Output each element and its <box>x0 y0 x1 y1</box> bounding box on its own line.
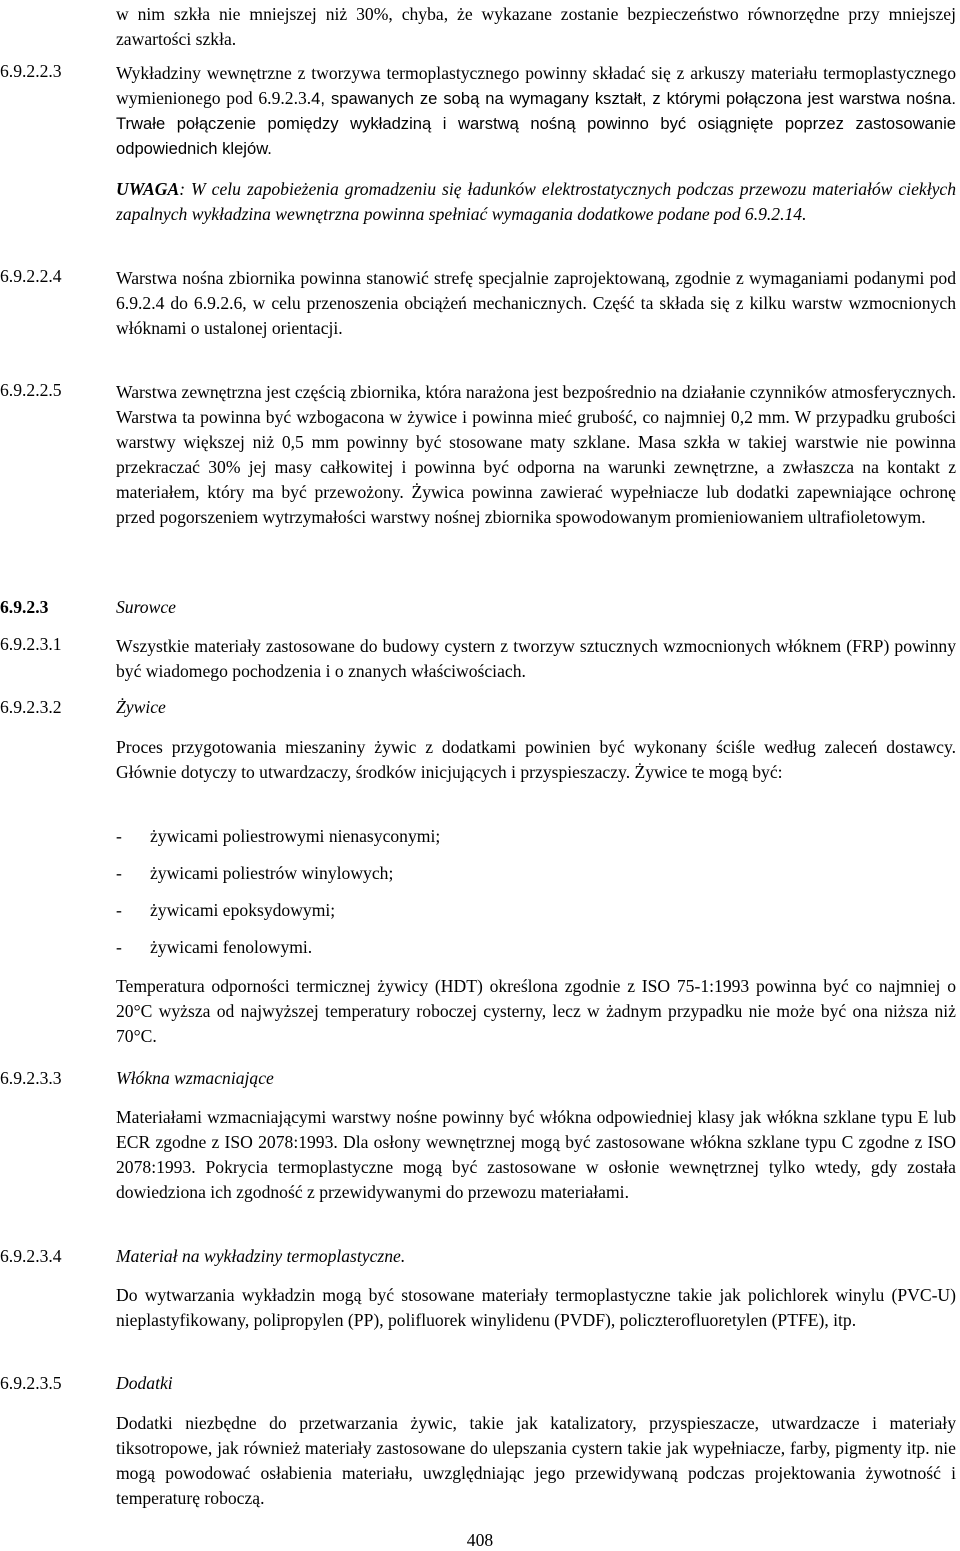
section-heading: Materiał na wykładziny termoplastyczne. <box>116 1246 406 1266</box>
list-item <box>116 937 312 958</box>
list-dash: - <box>116 937 122 957</box>
section-number: 6.9.2.2.3 <box>0 61 62 81</box>
section-number: 6.9.2.3.5 <box>0 1373 62 1393</box>
intro-text: w nim szkła nie mniejszej niż 30%, chyba, że wykazane zostanie bezpieczeństwo równorzędne przy mniejszej zawartości szkła. <box>116 4 956 49</box>
section-heading: Surowce <box>116 597 176 617</box>
section-6-9-2-3-2 <box>0 697 960 718</box>
list-item-text: żywicami fenolowymi. <box>150 937 313 957</box>
page-number: 408 <box>466 1530 494 1550</box>
section-6-9-2-3-5 <box>0 1373 960 1394</box>
section-6-9-2-2-5 <box>0 380 960 530</box>
section-text-serif: Wykładziny wewnętrzne z tworzywa termoplastycznego powinny składać się z arkuszy materiału termoplastycznego wymienionego pod 6.9.2.3. <box>116 63 956 108</box>
section-heading: Dodatki <box>116 1373 173 1393</box>
uwaga-note <box>0 177 960 227</box>
section-6-9-2-3 <box>0 597 960 618</box>
zywice-paragraph <box>0 735 960 785</box>
section-number: 6.9.2.3.1 <box>0 634 62 654</box>
uwaga-body: : W celu zapobieżenia gromadzeniu się ładunków elektrostatycznych podczas przewozu materiałów ciekłych zapalnych wykładzina wewnętrzna powinna spełniać wymagania dodatkowe podane pod 6.9.2.14. <box>116 179 956 224</box>
section-text: Warstwa nośna zbiornika powinna stanowić strefę specjalnie zaprojektowaną, zgodnie z wymaganiami podanymi pod 6.9.2.4 do 6.9.2.6, w celu przenoszenia obciążeń mechanicznych. Część ta składa się z kilku warstw wzmocnionych włóknami o ustalonej orientacji. <box>116 268 956 338</box>
list-item-text: żywicami epoksydowymi; <box>150 900 336 920</box>
section-text: Do wytwarzania wykładzin mogą być stosowane materiały termoplastyczne takie jak polichlorek winylu (PVC-U) nieplastyfikowany, polipropylen (PP), polifluorek winylidenu (PVDF), policzterofluoretylen (PTFE), itp. <box>116 1285 956 1330</box>
section-6-9-2-2-3 <box>0 61 960 161</box>
intro-paragraph <box>0 2 960 52</box>
list-item <box>116 900 335 921</box>
list-dash: - <box>116 900 122 920</box>
section-heading: Żywice <box>116 697 166 717</box>
section-number: 6.9.2.3.2 <box>0 697 62 717</box>
list-dash: - <box>116 863 122 883</box>
list-item <box>116 826 440 847</box>
list-item-text: żywicami poliestrowymi nienasyconymi; <box>150 826 441 846</box>
section-6-9-2-3-3 <box>0 1068 960 1089</box>
uwaga-text <box>116 177 956 227</box>
section-6-9-2-2-4 <box>0 266 960 341</box>
section-text: Proces przygotowania mieszaniny żywic z dodatkami powinien być wykonany ściśle według zaleceń dostawcy. Głównie dotyczy to utwardzaczy, środków inicjujących i przyspieszaczy. Żywice te mogą być: <box>116 737 956 782</box>
section-text: Dodatki niezbędne do przetwarzania żywic, takie jak katalizatory, przyspieszacze, utwardzacze i materiały tiksotropowe, jak również materiały zastosowane do ulepszania cystern takie jak wypełniacze, farby, pigmenty itp. nie mogą powodować osłabienia materiału, uwzględniając jego przewidywaną podczas projektowania żywotność i temperaturę roboczą. <box>116 1413 956 1508</box>
section-number: 6.9.2.3.3 <box>0 1068 62 1088</box>
section-text: Warstwa zewnętrzna jest częścią zbiornika, która narażona jest bezpośrednio na działanie czynników atmosferycznych. Warstwa ta powinna być wzbogacona w żywice i powinna mieć grubość, co najmniej 0,2 mm. W przypadku grubości warstwy większej niż 0,5 mm powinny być stosowane maty szklane. Masa szkła w takiej warstwie nie powinna przekraczać 30% jej masy całkowitej i powinna być odporna na warunki zewnętrzne, a zwłaszcza na kontakt z materiałem, który ma być przewożony. Żywica powinna zawierać wypełniacze lub dodatki zapewniające ochronę przed pogorszeniem wytrzymałości warstwy nośnej zbiornika spowodowanym promieniowaniem ultrafioletowym. <box>116 382 956 527</box>
section-text <box>116 61 956 161</box>
section-number: 6.9.2.3.4 <box>0 1246 62 1266</box>
section-number: 6.9.2.2.4 <box>0 266 62 286</box>
section-text: Wszystkie materiały zastosowane do budowy cystern z tworzyw sztucznych wzmocnionych włóknem (FRP) powinny być wiadomego pochodzenia i o znanych właściwościach. <box>116 636 956 681</box>
list-dash: - <box>116 826 122 846</box>
uwaga-lead: UWAGA <box>116 179 180 199</box>
section-text: Materiałami wzmacniającymi warstwy nośne powinny być włókna odpowiedniej klasy jak włókna szklane typu E lub ECR zgodne z ISO 2078:1993. Dla osłony wewnętrznej mogą być zastosowane włókna szklane typu C zgodne z ISO 2078:1993. Pokrycia termoplastyczne mogą być zastosowane w osłonie wewnętrznej tylko wtedy, gdy została dowiedziona ich zgodność z przewidywanymi do przewozu materiałami. <box>116 1107 956 1202</box>
hdt-paragraph <box>0 974 960 1049</box>
list-item-text: żywicami poliestrów winylowych; <box>150 863 394 883</box>
thermoplastic-paragraph <box>0 1283 960 1333</box>
section-6-9-2-3-1 <box>0 634 960 684</box>
additives-paragraph <box>0 1411 960 1511</box>
section-number: 6.9.2.2.5 <box>0 380 62 400</box>
fibres-paragraph <box>0 1105 960 1205</box>
section-heading: Włókna wzmacniające <box>116 1068 274 1088</box>
section-text-sans: 4, spawanych ze sobą na wymagany kształt, z którymi połączona jest warstwa nośna. Trwałe połączenie pomiędzy wykładziną i warstwą nośną powinno być osiągnięte poprzez zastosowanie odpowiednich klejów. <box>116 89 956 158</box>
section-number: 6.9.2.3 <box>0 597 49 617</box>
list-item <box>116 863 393 884</box>
section-6-9-2-3-4 <box>0 1246 960 1267</box>
section-text: Temperatura odporności termicznej żywicy (HDT) określona zgodnie z ISO 75-1:1993 powinna być co najmniej o 20°C wyższa od najwyższej temperatury roboczej cysterny, lecz w żadnym przypadku nie może być ona niższa niż 70°C. <box>116 976 956 1046</box>
